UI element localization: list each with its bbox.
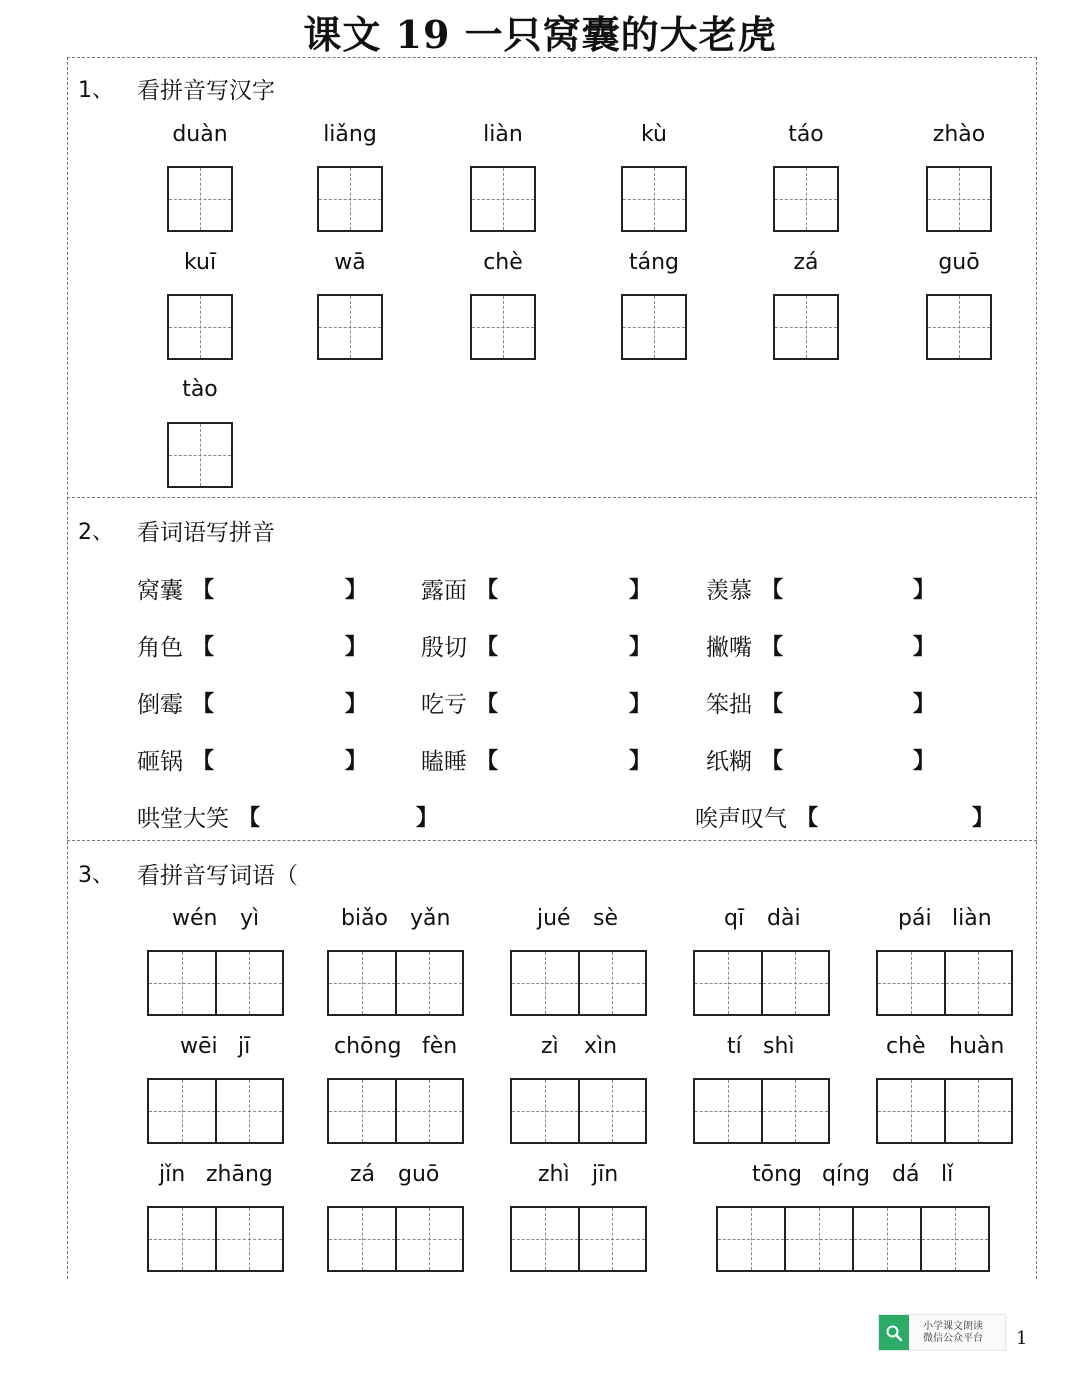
bracket-open: 【: [192, 578, 215, 603]
pinyin-syllable: zhì: [538, 1162, 570, 1187]
pinyin-syllable: zì: [541, 1034, 559, 1059]
section-1-number: 1、: [78, 78, 114, 103]
bracket-close: 】: [972, 806, 995, 831]
bracket-open: 【: [476, 749, 499, 774]
pinyin-syllable: fèn: [422, 1034, 458, 1059]
bracket-close: 】: [913, 635, 936, 660]
bracket-close: 】: [345, 635, 368, 660]
writing-box[interactable]: [470, 294, 536, 360]
vocab-word: 倒霉: [137, 692, 183, 718]
bracket-close: 】: [629, 692, 652, 717]
pinyin-syllable: yì: [240, 906, 260, 931]
pinyin-syllable: wēi: [180, 1034, 218, 1059]
writing-box[interactable]: [926, 166, 992, 232]
writing-box[interactable]: [510, 950, 647, 1016]
bracket-open: 【: [192, 692, 215, 717]
writing-box[interactable]: [876, 950, 1013, 1016]
pinyin-prompt: chè: [483, 250, 523, 275]
writing-box[interactable]: [716, 1206, 990, 1272]
writing-box[interactable]: [167, 294, 233, 360]
vocab-word: 羡慕: [706, 578, 752, 604]
pinyin-syllable: dài: [767, 906, 801, 931]
pinyin-syllable: qī: [724, 906, 745, 931]
pinyin-syllable: liàn: [952, 906, 992, 931]
vocab-word: 撇嘴: [706, 635, 752, 661]
bracket-close: 】: [345, 692, 368, 717]
vocab-word: 吃亏: [421, 692, 467, 718]
pinyin-syllable: zá: [350, 1162, 376, 1187]
bracket-open: 【: [238, 806, 261, 831]
bracket-close: 】: [913, 692, 936, 717]
section-3-title: 看拼音写词语（: [137, 863, 298, 889]
bracket-open: 【: [192, 749, 215, 774]
section-1-title: 看拼音写汉字: [137, 78, 275, 104]
writing-box[interactable]: [327, 1206, 464, 1272]
vocab-word: 纸糊: [706, 749, 752, 775]
bracket-close: 】: [345, 578, 368, 603]
vocab-word: 窝囊: [137, 578, 183, 604]
pinyin-syllable: yǎn: [410, 906, 451, 931]
writing-box[interactable]: [470, 166, 536, 232]
logo-line-2: 微信公众平台: [923, 1332, 983, 1344]
writing-box[interactable]: [926, 294, 992, 360]
writing-box[interactable]: [317, 166, 383, 232]
vocab-word: 角色: [137, 635, 183, 661]
pinyin-syllable: tōng: [752, 1162, 802, 1187]
bracket-close: 】: [629, 635, 652, 660]
pinyin-syllable: xìn: [584, 1034, 618, 1059]
bracket-close: 】: [629, 578, 652, 603]
writing-box[interactable]: [147, 950, 284, 1016]
pinyin-syllable: shì: [763, 1034, 795, 1059]
pinyin-prompt: kù: [640, 122, 667, 147]
pinyin-prompt: kuī: [183, 250, 217, 275]
page-number: 1: [1016, 1328, 1028, 1349]
pinyin-syllable: jīn: [592, 1162, 619, 1187]
bracket-open: 【: [476, 578, 499, 603]
pinyin-prompt: táng: [628, 250, 679, 275]
bracket-close: 】: [416, 806, 439, 831]
pinyin-syllable: guō: [398, 1162, 440, 1187]
pinyin-syllable: tí: [727, 1034, 742, 1059]
page-title: 课文 19 一只窝囊的大老虎: [303, 12, 777, 57]
bracket-close: 】: [629, 749, 652, 774]
pinyin-syllable: jī: [238, 1034, 251, 1059]
writing-box[interactable]: [147, 1206, 284, 1272]
bracket-open: 【: [476, 635, 499, 660]
pinyin-syllable: jué: [537, 906, 571, 931]
pinyin-syllable: pái: [898, 906, 932, 931]
vocab-word: 哄堂大笑: [137, 806, 229, 832]
pinyin-syllable: lǐ: [941, 1162, 954, 1187]
pinyin-syllable: wén: [172, 906, 218, 931]
section-divider: [67, 497, 1037, 498]
bracket-open: 【: [796, 806, 819, 831]
pinyin-prompt: duàn: [172, 122, 228, 147]
section-divider: [67, 840, 1037, 841]
pinyin-prompt: zá: [793, 250, 819, 275]
writing-box[interactable]: [773, 166, 839, 232]
vocab-word: 瞌睡: [421, 749, 467, 775]
bracket-open: 【: [761, 578, 784, 603]
pinyin-syllable: sè: [593, 906, 618, 931]
pinyin-prompt: zhào: [932, 122, 986, 147]
writing-box[interactable]: [876, 1078, 1013, 1144]
pinyin-syllable: biǎo: [341, 906, 389, 931]
writing-box[interactable]: [621, 166, 687, 232]
bracket-open: 【: [476, 692, 499, 717]
section-2-title: 看词语写拼音: [137, 520, 275, 546]
pinyin-prompt: wā: [334, 250, 366, 275]
writing-box[interactable]: [147, 1078, 284, 1144]
writing-box[interactable]: [167, 422, 233, 488]
pinyin-prompt: guō: [938, 250, 980, 275]
writing-box[interactable]: [167, 166, 233, 232]
pinyin-syllable: qíng: [822, 1162, 870, 1187]
pinyin-prompt: liǎng: [323, 122, 377, 147]
bracket-open: 【: [192, 635, 215, 660]
vocab-word: 唉声叹气: [695, 806, 787, 832]
pinyin-syllable: dá: [892, 1162, 920, 1187]
pinyin-syllable: chè: [886, 1034, 926, 1059]
pinyin-prompt: táo: [788, 122, 824, 147]
bracket-open: 【: [761, 692, 784, 717]
bracket-open: 【: [761, 635, 784, 660]
pinyin-syllable: zhāng: [206, 1162, 273, 1187]
bracket-close: 】: [913, 578, 936, 603]
writing-box[interactable]: [693, 1078, 830, 1144]
writing-box[interactable]: [317, 294, 383, 360]
writing-box[interactable]: [510, 1078, 647, 1144]
vocab-word: 笨拙: [706, 692, 752, 718]
vocab-word: 露面: [421, 578, 467, 604]
writing-box[interactable]: [510, 1206, 647, 1272]
bracket-close: 】: [345, 749, 368, 774]
bracket-open: 【: [761, 749, 784, 774]
wechat-logo-badge: [878, 1314, 1006, 1351]
writing-box[interactable]: [693, 950, 830, 1016]
pinyin-syllable: chōng: [334, 1034, 402, 1059]
writing-box[interactable]: [621, 294, 687, 360]
section-3-number: 3、: [78, 863, 114, 888]
search-icon: [879, 1315, 909, 1350]
pinyin-prompt: tào: [182, 377, 218, 402]
logo-line-1: 小学课文朗读: [923, 1320, 983, 1332]
pinyin-syllable: jǐn: [159, 1162, 186, 1187]
bracket-close: 】: [913, 749, 936, 774]
pinyin-prompt: liàn: [483, 122, 523, 147]
writing-box[interactable]: [327, 950, 464, 1016]
section-2-number: 2、: [78, 520, 114, 545]
pinyin-syllable: huàn: [949, 1034, 1005, 1059]
writing-box[interactable]: [773, 294, 839, 360]
writing-box[interactable]: [327, 1078, 464, 1144]
vocab-word: 殷切: [421, 635, 467, 661]
vocab-word: 砸锅: [137, 749, 183, 775]
